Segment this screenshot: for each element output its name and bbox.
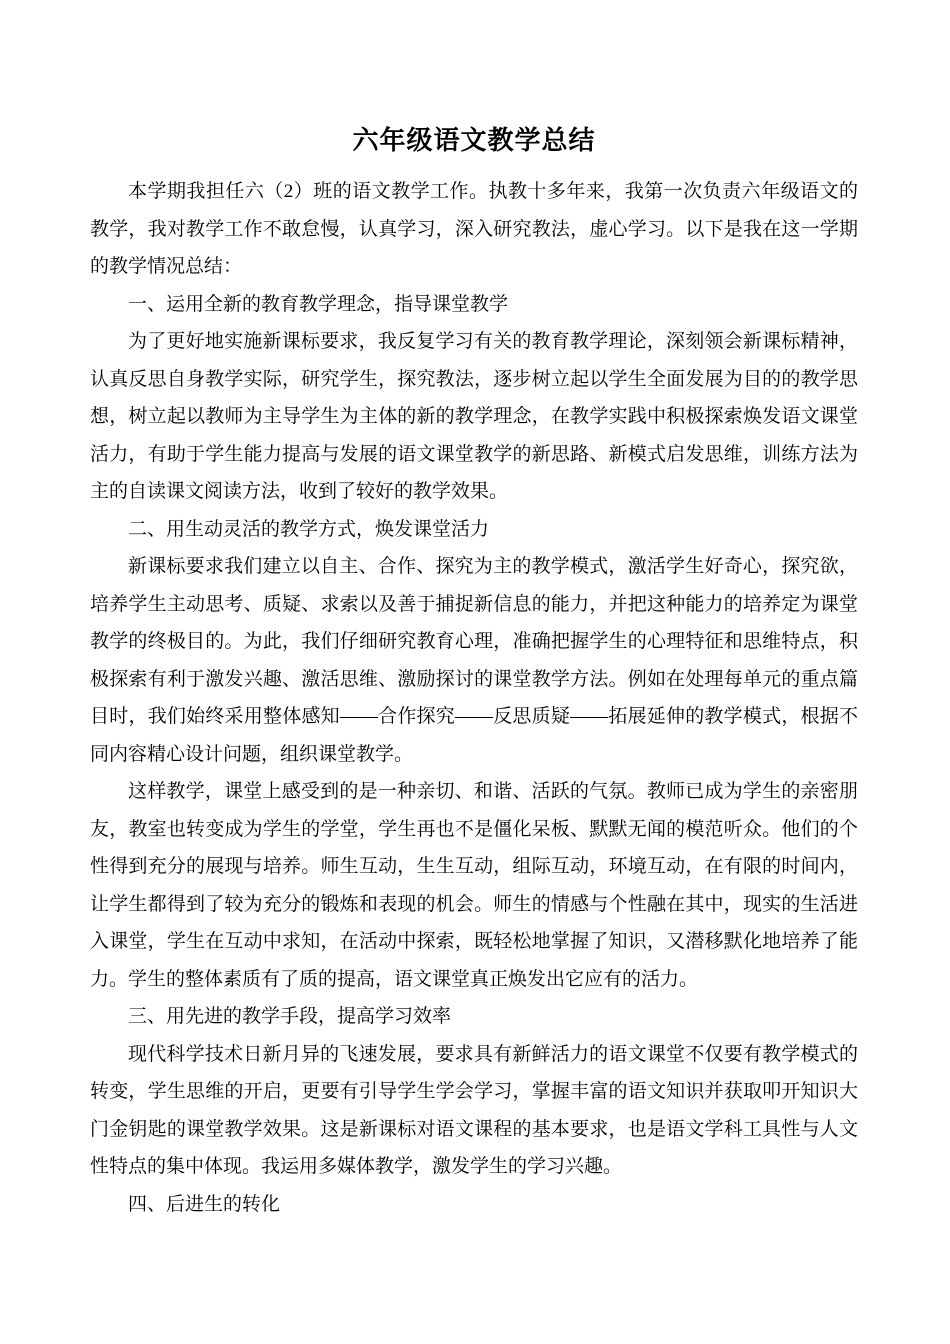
section-heading-1: 一、运用全新的教育教学理念，指导课堂教学	[128, 293, 509, 315]
section-2-paragraph-1: 新课标要求我们建立以自主、合作、探究为主的教学模式，激活学生好奇心，探究欲，培养学生主动思考、质疑、求索以及善于捕捉新信息的能力，并把这种能力的培养定为课堂教学的终极目的。为此，我们仔细研究教育心理，准确把握学生的心理特征和思维特点，积极探索有利于激发兴趣、激活思维、激励探讨的课堂教学方法。例如在处理每单元的重点篇目时，我们始终采用整体感知——合作探究——反思质疑——拓展延伸的教学模式，根据不同内容精心设计问题，组织课堂教学。	[90, 556, 858, 765]
section-heading-4: 四、后进生的转化	[128, 1193, 281, 1215]
intro-paragraph: 本学期我担任六（2）班的语文教学工作。执教十多年来，我第一次负责六年级语文的教学，我对教学工作不敢怠慢，认真学习，深入研究教法，虚心学习。以下是我在这一学期的教学情况总结：	[90, 181, 858, 277]
section-3-paragraph: 现代科学技术日新月异的飞速发展，要求具有新鲜活力的语文课堂不仅要有教学模式的转变，学生思维的开启，更要有引导学生学会学习，掌握丰富的语文知识并获取叩开知识大门金钥匙的课堂教学效果。这是新课标对语文课程的基本要求，也是语文学科工具性与人文性特点的集中体现。我运用多媒体教学，激发学生的学习兴趣。	[90, 1043, 858, 1177]
section-1-paragraph: 为了更好地实施新课标要求，我反复学习有关的教育教学理论，深刻领会新课标精神，认真反思自身教学实际，研究学生，探究教法，逐步树立起以学生全面发展为目的的教学思想，树立起以教师为主导学生为主体的新的教学理念，在教学实践中积极探索焕发语文课堂活力，有助于学生能力提高与发展的语文课堂教学的新思路、新模式启发思维，训练方法为主的自读课文阅读方法，收到了较好的教学效果。	[90, 331, 858, 502]
section-heading-2: 二、用生动灵活的教学方式，焕发课堂活力	[128, 518, 490, 540]
document-title: 六年级语文教学总结	[352, 125, 596, 155]
section-heading-3: 三、用先进的教学手段，提高学习效率	[128, 1006, 452, 1027]
section-2-paragraph-2: 这样教学，课堂上感受到的是一种亲切、和谐、活跃的气氛。教师已成为学生的亲密朋友，教室也转变成为学生的学堂，学生再也不是僵化呆板、默默无闻的模范听众。他们的个性得到充分的展现与培养。师生互动，生生互动，组际互动，环境互动，在有限的时间内，让学生都得到了较为充分的锻炼和表现的机会。师生的情感与个性融在其中，现实的生活进入课堂，学生在互动中求知，在活动中探索，既轻松地掌握了知识，又潜移默化地培养了能力。学生的整体素质有了质的提高，语文课堂真正焕发出它应有的活力。	[90, 781, 858, 990]
